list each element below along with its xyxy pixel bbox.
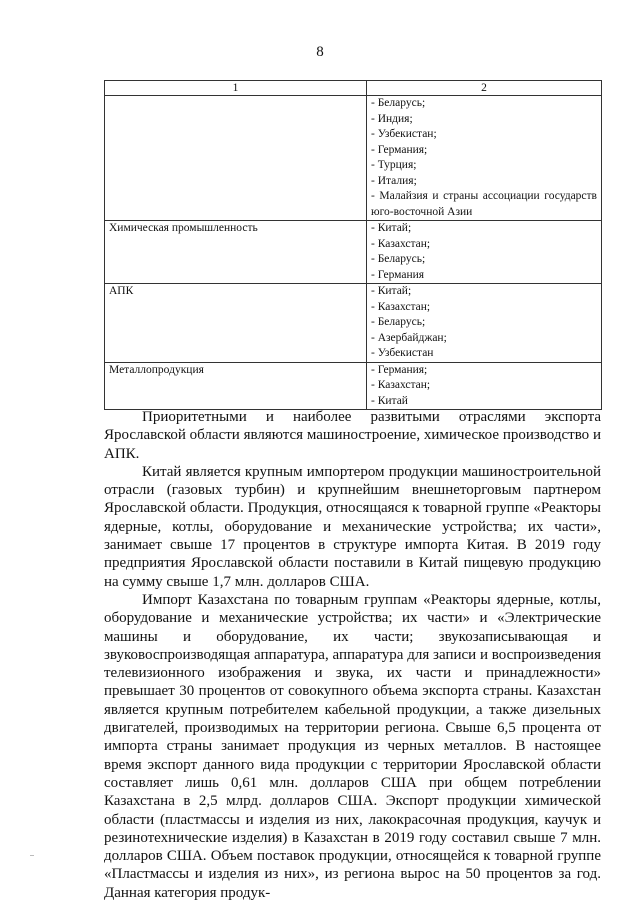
- paragraph: Приоритетными и наиболее развитыми отраслями экспорта Ярославской области являются машиностроение, химическое производство и АПК.: [104, 409, 601, 462]
- paragraph: Китай является крупным импортером продукции машиностроительной отрасли (газовых турбин) и крупнейшим внешнеторговым партнером Ярославской области. Продукция, относящаяся к товарной группе «Реакторы ядерные, котлы, оборудование и механические устройства; их части», занимает свыше 17 процентов в структуре импорта Китая. В 2019 году предприятия Ярославской области поставили в Китай пищевую продукцию на сумму свыше 1,7 млн. долларов США.: [104, 463, 601, 590]
- table-row: [105, 284, 602, 363]
- country-list: [371, 221, 597, 283]
- country-list: [371, 363, 597, 410]
- country-list: [371, 96, 597, 220]
- country-item: - Германия;: [371, 363, 428, 376]
- industry-cell: [105, 96, 367, 221]
- country-item: - Казахстан;: [371, 300, 431, 313]
- industry-cell: Металлопродукция: [105, 362, 367, 410]
- country-item: - Италия;: [371, 174, 417, 187]
- country-item: - Турция;: [371, 159, 417, 171]
- country-item: - Индия;: [371, 112, 413, 125]
- table-header-row: [105, 81, 602, 96]
- column-header-2: 2: [367, 81, 602, 96]
- country-item: - Китай;: [371, 222, 412, 234]
- country-item: - Узбекистан;: [371, 128, 437, 140]
- countries-cell: [367, 284, 602, 363]
- country-item: - Узбекистан: [371, 347, 434, 359]
- page-number: 8: [316, 44, 324, 60]
- country-item: - Азербайджан;: [371, 331, 447, 344]
- table-row: [105, 96, 602, 221]
- country-item: - Казахстан;: [371, 237, 431, 250]
- country-list: [371, 284, 597, 362]
- country-item: - Германия;: [371, 143, 428, 156]
- country-item: - Китай: [371, 394, 408, 407]
- body-text: [104, 408, 601, 902]
- paragraph: Импорт Казахстана по товарным группам «Реакторы ядерные, котлы, оборудование и механические устройства; их части» и «Электрические машины и оборудование, их части; звукозаписывающая и звуковоспроизводящая аппаратура, аппаратура для записи и воспроизведения телевизионного изображения и звука, их части и принадлежности» превышает 30 процентов от совокупного объема экспорта страны. Казахстан является крупным потребителем кабельной продукции, а также дизельных двигателей, производимых на территории региона. Свыше 6,5 процента от импорта страны занимает продукция из черных металлов. В настоящее время экспорт данного вида продукции с территории Ярославской области составляет лишь 0,61 млн. долларов США при общем потреблении Казахстана в 2,5 млрд. долларов США. Экспорт продукции химической области (пластмассы и изделия из них, лакокрасочная продукция, каучук и резинотехнические изделия) в Казахстан в 2019 году составил свыше 7 млн. долларов США. Объем поставок продукции, относящейся к товарной группе «Пластмассы и изделия из них», из региона вырос на 50 процентов за год. Данная категория продук-: [104, 591, 601, 901]
- country-item: - Китай;: [371, 285, 412, 297]
- country-item: - Беларусь;: [371, 253, 426, 265]
- country-item: - Германия: [371, 268, 425, 281]
- industry-cell: Химическая промышленность: [105, 221, 367, 284]
- country-item: - Беларусь;: [371, 97, 426, 109]
- scan-mark: [30, 855, 34, 856]
- countries-cell: [367, 362, 602, 410]
- country-item: - Казахстан;: [371, 379, 431, 391]
- countries-cell: [367, 96, 602, 221]
- export-partners-table: [104, 80, 602, 410]
- column-header-1: 1: [105, 81, 367, 96]
- countries-cell: [367, 221, 602, 284]
- table-row: [105, 221, 602, 284]
- country-item: - Малайзия и страны ассоциации государств юго-восточной Азии: [371, 190, 597, 218]
- table-row: [105, 362, 602, 410]
- country-item: - Беларусь;: [371, 316, 426, 328]
- industry-cell: АПК: [105, 284, 367, 363]
